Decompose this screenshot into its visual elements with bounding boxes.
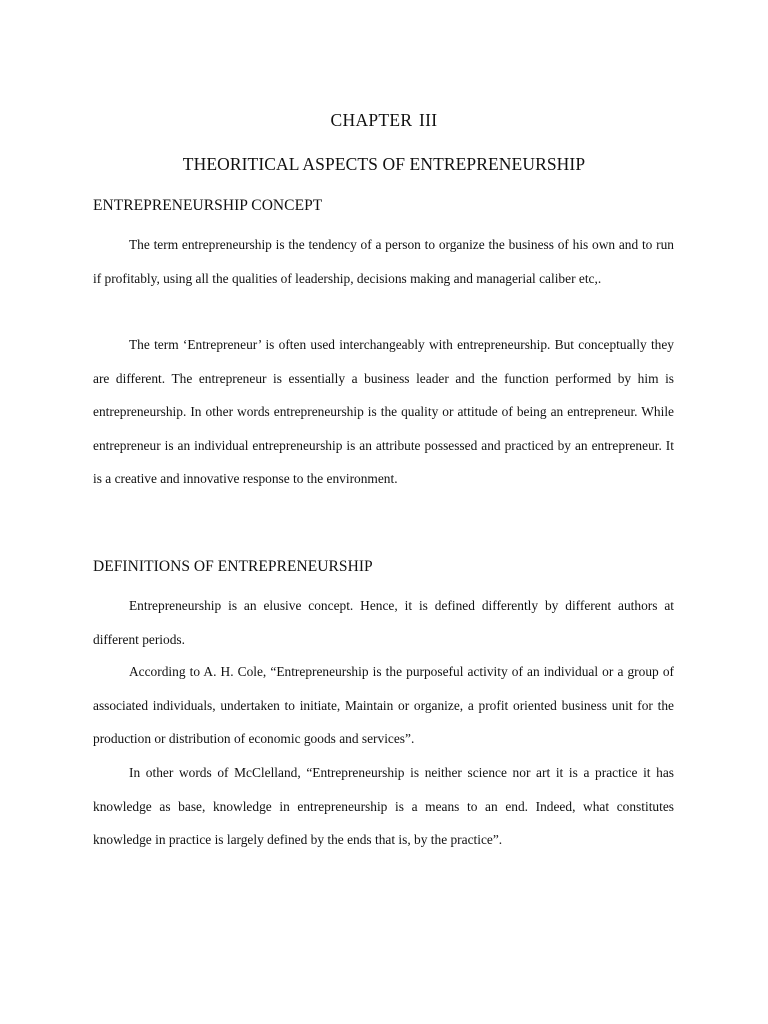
section-heading-concept: ENTREPRENEURSHIP CONCEPT: [93, 197, 323, 214]
chapter-number: CHAPTER III: [330, 110, 438, 130]
paragraph: In other words of McClelland, “Entrepreneurship is neither science nor art it is a practice it has knowledge as base, knowledge in entrepreneurship is a means to an end. Indeed, what constitutes knowledge in practice is largely defined by the ends that is, by the practice”.: [93, 765, 674, 848]
paragraph: According to A. H. Cole, “Entrepreneurship is the purposeful activity of an individual or a group of associated individuals, undertaken to initiate, Maintain or organize, a profit oriented business unit for the production or distribution of economic goods and services”.: [93, 664, 674, 747]
paragraph: The term entrepreneurship is the tendency of a person to organize the business of his own and to run if profitably, using all the qualities of leadership, decisions making and managerial caliber etc,.: [93, 237, 674, 286]
paragraph: The term ‘Entrepreneur’ is often used interchangeably with entrepreneurship. But conceptually they are different. The entrepreneur is essentially a business leader and the function performed by him is entrepreneurship. In other words entrepreneurship is the quality or attitude of being an entrepreneur. While entrepreneur is an individual entrepreneurship is an attribute possessed and practiced by an entrepreneur. It is a creative and innovative response to the environment.: [93, 337, 674, 487]
chapter-title: THEORITICAL ASPECTS OF ENTREPRENEURSHIP: [182, 154, 586, 174]
section-heading-definitions: DEFINITIONS OF ENTREPRENEURSHIP: [93, 558, 373, 575]
paragraph: Entrepreneurship is an elusive concept. Hence, it is defined differently by different authors at different periods.: [93, 598, 674, 647]
